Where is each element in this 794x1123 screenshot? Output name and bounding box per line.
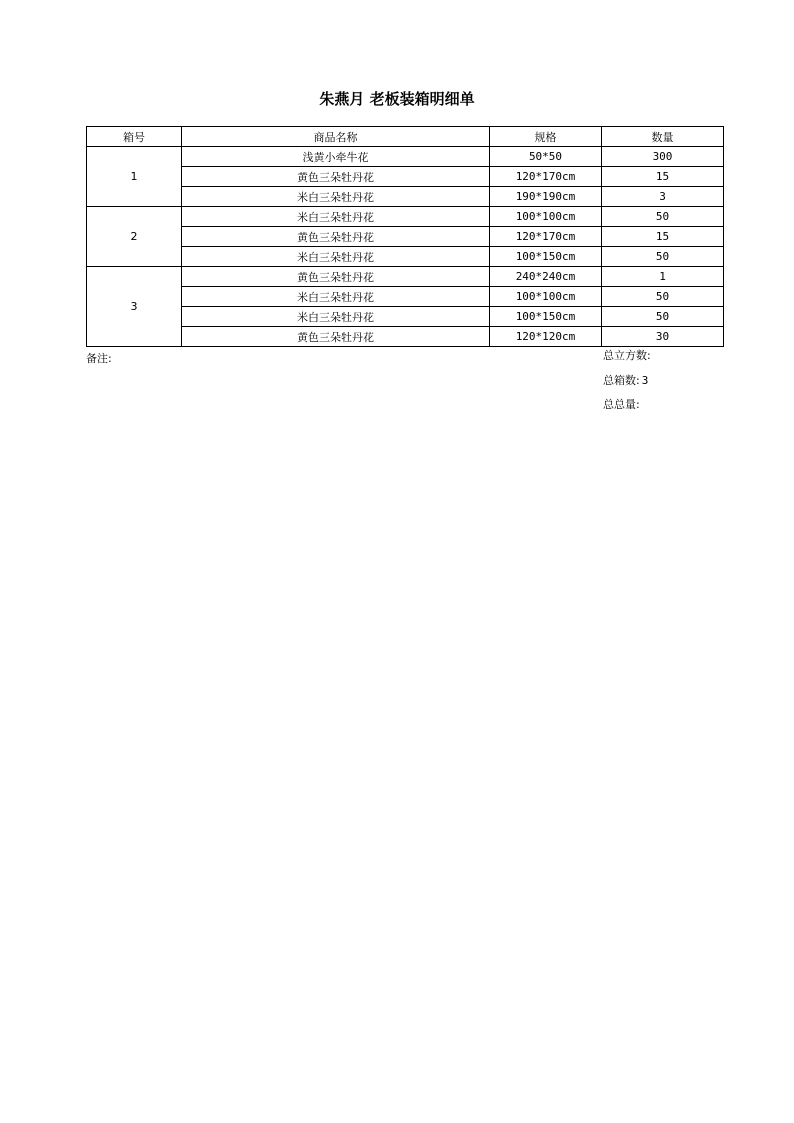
product-cell: 米白三朵牡丹花 [182,307,490,327]
spec-cell: 100*150cm [490,307,602,327]
total-weight-label: 总总量: [603,398,640,411]
product-cell: 浅黄小牵牛花 [182,147,490,167]
header-product-name: 商品名称 [182,127,490,147]
box-number-cell: 3 [87,267,182,347]
product-cell: 米白三朵牡丹花 [182,287,490,307]
table-row [87,227,724,247]
product-cell: 黄色三朵牡丹花 [182,167,490,187]
packing-table [86,126,724,347]
spec-cell: 100*100cm [490,207,602,227]
qty-cell: 50 [602,207,724,227]
document-title: 朱燕月 老板装箱明细单 [319,90,475,108]
product-cell: 黄色三朵牡丹花 [182,267,490,287]
total-boxes-value: 3 [641,374,649,387]
qty-cell: 15 [602,167,724,187]
qty-cell: 30 [602,327,724,347]
qty-cell: 1 [602,267,724,287]
qty-cell: 50 [602,307,724,327]
spec-cell: 100*100cm [490,287,602,307]
table-row [87,327,724,347]
table-row [87,187,724,207]
total-weight [603,398,642,412]
table-row [87,207,724,227]
table-row [87,267,724,287]
header-spec: 规格 [490,127,602,147]
spec-cell: 120*170cm [490,167,602,187]
remark-label: 备注: [86,352,112,365]
product-cell: 米白三朵牡丹花 [182,247,490,267]
header-box-no: 箱号 [87,127,182,147]
qty-cell: 50 [602,247,724,267]
table-header-row [87,127,724,147]
product-cell: 米白三朵牡丹花 [182,207,490,227]
spec-cell: 50*50 [490,147,602,167]
qty-cell: 300 [602,147,724,167]
total-volume-label: 总立方数: [603,349,651,362]
total-boxes [603,374,648,388]
qty-cell: 50 [602,287,724,307]
table-row [87,147,724,167]
total-volume [603,349,653,363]
table-row [87,247,724,267]
qty-cell: 3 [602,187,724,207]
total-boxes-label: 总箱数: [603,374,640,387]
table-row [87,307,724,327]
box-number-cell: 2 [87,207,182,267]
product-cell: 黄色三朵牡丹花 [182,227,490,247]
spec-cell: 240*240cm [490,267,602,287]
spec-cell: 120*120cm [490,327,602,347]
table-row [87,287,724,307]
spec-cell: 190*190cm [490,187,602,207]
spec-cell: 100*150cm [490,247,602,267]
header-quantity: 数量 [602,127,724,147]
spec-cell: 120*170cm [490,227,602,247]
table-row [87,167,724,187]
box-number-cell: 1 [87,147,182,207]
qty-cell: 15 [602,227,724,247]
product-cell: 黄色三朵牡丹花 [182,327,490,347]
product-cell: 米白三朵牡丹花 [182,187,490,207]
